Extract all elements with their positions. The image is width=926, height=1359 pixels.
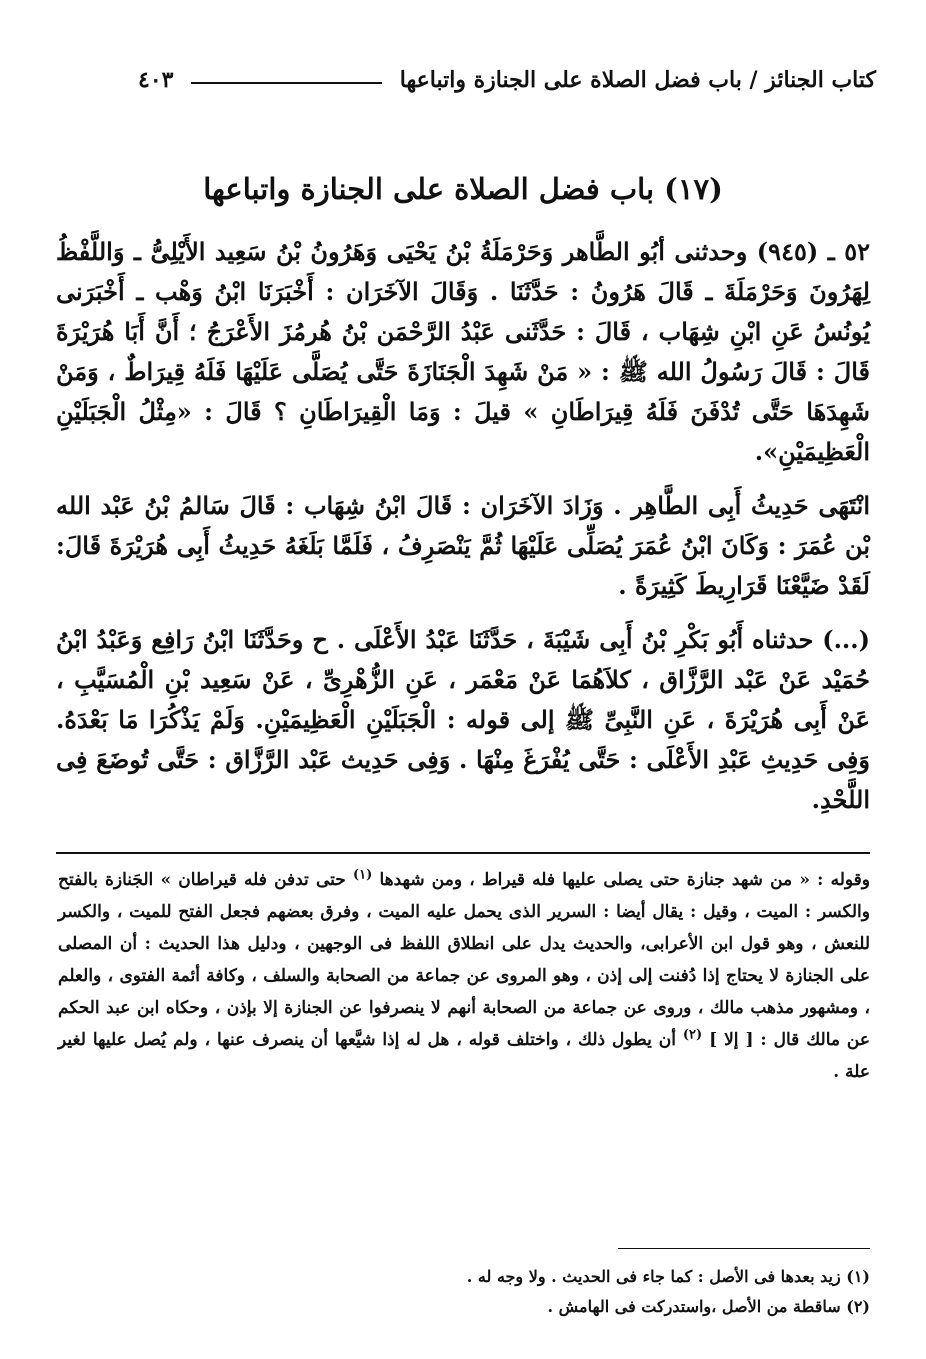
hadith-text <box>56 232 870 834</box>
commentary-body: حتى تدفن فله قيراطان » الجَنازة بالفتح والكسر : الميت ، وقيل : يقال أيضا : السرير الذى يحمل عليه الميت ، وفرق بعضهم فجعل الفتح للميت ، والكسر للنعش ، وهو قول ابن الأعرابى، والحديث يدل على انطلاق اللفظ فى الوجهين ، ودليل هذا الحديث : أن المصلى على الجنازة لا يحتاج إذا دُفنت إلى إذن ، وهو المروى عن جماعة من الصحابة والسلف ، وكافة أئمة الفتوى ، والعلم ، ومشهور مذهب مالك ، وروى عن جماعة من الصحابة أنهم لا ينصرفوا عن الجنازة إلا بإذن ، وحكاه ابن عبد الحكم عن مالك قال : [ إلا ] <box>58 870 871 1050</box>
chapter-heading: (١٧) باب فضل الصلاة على الجنازة واتباعها <box>203 172 723 206</box>
running-title: كتاب الجنائز / باب فضل الصلاة على الجنازة واتباعها <box>399 67 876 93</box>
commentary-tail: أن يطول ذلك ، واختلف قوله ، هل له إذا شيَّعها أن ينصرف عنها ، ولم يُصل عليها لغير علة . <box>58 1030 870 1082</box>
footnote-item: (١) زيد بعدها فى الأصل : كما جاء فى الحديث . ولا وجه له . <box>466 1267 870 1286</box>
footnote-marker-2: (٢) <box>682 1027 703 1043</box>
hadith-paragraph: انْتَهَى حَدِيثُ أَبِى الطَّاهِر . وَزَادَ الآخَرَان : قَالَ ابْنُ شِهَاب : قَالَ سَالمُ بْنُ عَبْد الله بْن عُمَرَ : وَكَانَ ابْنُ عُمَرَ يُصَلِّى عَلَيْهَا ثُمَّ يَنْصَرِفُ ، فَلَمَّا بَلَغَهُ حَدِيثُ أَبِى هُرَيْرَةَ قَالَ: لَقَدْ ضَيَّعْنَا قَرَارِيطَ كَثِيرَةً . <box>56 491 870 600</box>
header-rule <box>191 82 381 84</box>
commentary-divider <box>56 852 870 854</box>
commentary <box>58 864 870 1088</box>
footnotes <box>56 1262 870 1322</box>
hadith-paragraph: ٥٢ ـ (٩٤٥) وحدثنى أبُو الطَّاهر وَحَرْمَلَةُ بْنُ يَحْيَى وَهَرُونُ بْنُ سَعِيد الأَيْلِىُّ ـ وَاللَّفْظُ لِهَرُونَ وَحَرْمَلَةَ ـ قَالَ هَرُونُ : حَدَّثَنَا . وَقَالَ الآخَرَان : أَخْبَرَنَا ابْنُ وَهْب ـ أَخْبَرَنى يُونُسُ عَنِ ابْنِ شِهَاب ، قَالَ : حَدَّثَنى عَبْدُ الرَّحْمَن بْنُ هُرمُزَ الأَعْرَجُ ؛ أَنَّ أَبَا هُرَيْرَةَ قَالَ : قَالَ رَسُولُ الله ﷺ : « مَنْ شَهِدَ الْجَنَازَةَ حَتَّى يُصَلَّى عَلَيْهَا فَلَهُ قِيرَاطٌ ، وَمَنْ شَهِدَهَا حَتَّى تُدْفَنَ فَلَهُ قِيرَاطَانِ » قيلَ : وَمَا الْقِيرَاطَانِ ؟ قَالَ : «مِثْلُ الْجَبَلَيْنِ الْعَظِيمَيْنِ». <box>56 237 870 466</box>
page-number: ٤٠٣ <box>138 67 174 93</box>
footnote-divider <box>618 1248 870 1249</box>
footnote-item: (٢) ساقطة من الأصل ،واستدركت فى الهامش . <box>547 1297 870 1316</box>
footnote-marker-1: (١) <box>352 867 373 883</box>
commentary-lead: وقوله : « من شهد جنازة حتى يصلى عليها فله قيراط ، ومن شهدها <box>379 870 871 890</box>
running-header <box>138 62 876 98</box>
hadith-paragraph: (...) حدثناه أَبُو بَكْرِ بْنُ أَبِى شَيْبَةَ ، حَدَّثَنَا عَبْدُ الأَعْلَى . ح وحَدَّثَنَا ابْنُ رَافِع وَعَبْدُ ابْنُ حُمَيْد عَنْ عَبْد الرَّزَّاق ، كلاَهُمَا عَنْ مَعْمَر ، عَنِ الزُّهْرِىِّ ، عَنْ سَعِيد بْنِ الْمُسَيَّبِ ، عَنْ أَبِى هُرَيْرَةَ ، عَنِ النَّبِىِّ ﷺ إلى قوله : الْجَبَلَيْنِ الْعَظِيمَيْنِ. وَلَمْ يَذْكُرَا مَا بَعْدَهُ. وَفِى حَدِيثِ عَبْدِ الأَعْلَى : حَتَّى يُفْرَغَ مِنْهَا . وَفِى حَدِيث عَبْد الرَّزَّاق : حَتَّى تُوضَعَ فِى اللَّحْدِ. <box>56 625 870 814</box>
commentary-paragraph <box>58 864 870 1088</box>
